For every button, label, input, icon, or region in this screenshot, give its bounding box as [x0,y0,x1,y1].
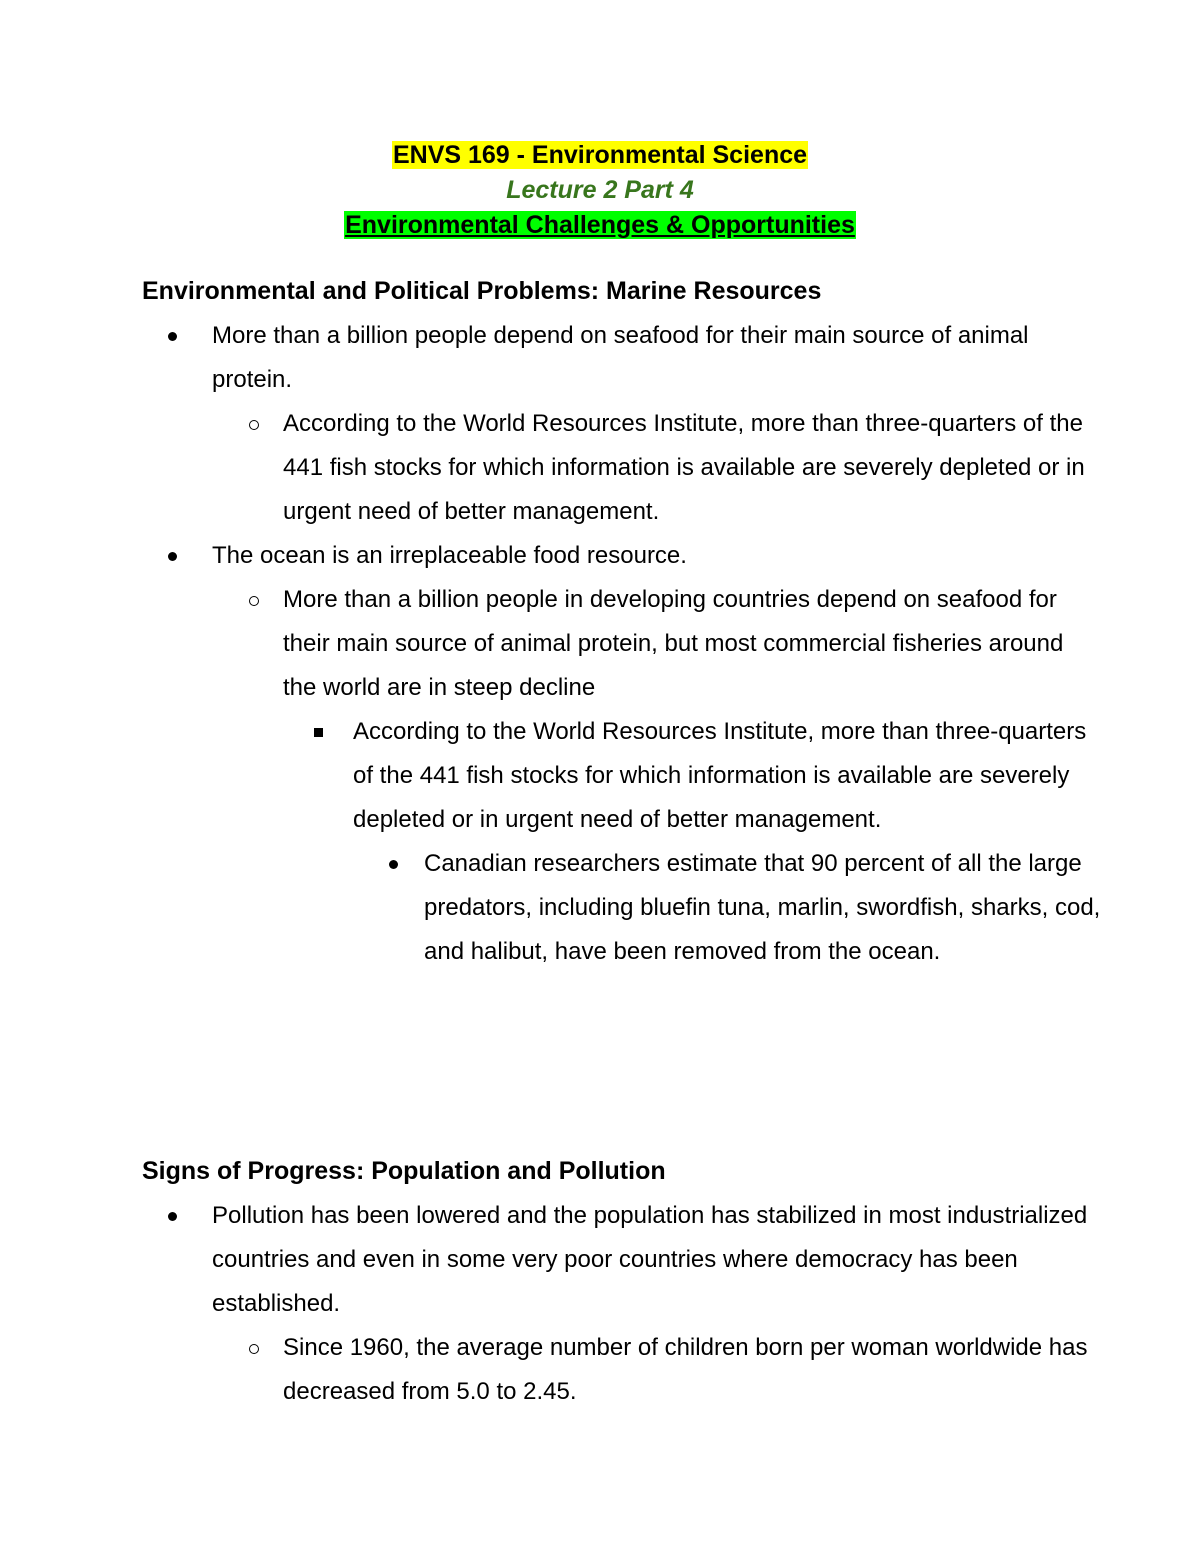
bullet-icon [168,314,188,358]
bullet-icon [168,534,188,578]
list-item: The ocean is an irreplaceable food resource. [142,534,1102,578]
list-item: Pollution has been lowered and the population has stabilized in most industrialized countries and even in some very poor countries where democracy has been established. [142,1194,1102,1326]
list-item: More than a billion people in developing countries depend on seafood for their main source of animal protein, but most commercial fisheries around the world are in steep decline [142,578,1102,710]
title-block [0,138,1200,243]
list-item: According to the World Resources Institute, more than three-quarters of the 441 fish stocks for which information is available are severely depleted or in urgent need of better management. [142,402,1102,534]
square-bullet-icon [314,710,334,754]
bullet-icon [168,1194,188,1238]
list-item: Since 1960, the average number of children born per woman worldwide has decreased from 5.0 to 2.45. [142,1326,1102,1414]
section-population-pollution [142,1149,1102,1414]
course-title: ENVS 169 - Environmental Science [392,141,808,169]
list-item: According to the World Resources Institute, more than three-quarters of the 441 fish stocks for which information is available are severely depleted or in urgent need of better management. [142,710,1102,842]
bullet-icon [389,842,409,886]
section-marine-resources [142,269,1102,974]
section-heading: Signs of Progress: Population and Pollution [142,1157,666,1185]
hollow-bullet-icon [249,1326,269,1370]
list-item: Canadian researchers estimate that 90 percent of all the large predators, including bluefin tuna, marlin, swordfish, sharks, cod, and halibut, have been removed from the ocean. [142,842,1102,974]
list-item: More than a billion people depend on seafood for their main source of animal protein. [142,314,1102,402]
hollow-bullet-icon [249,402,269,446]
lecture-subtitle: Lecture 2 Part 4 [506,176,694,204]
topic-title: Environmental Challenges & Opportunities [345,211,855,239]
hollow-bullet-icon [249,578,269,622]
section-heading: Environmental and Political Problems: Marine Resources [142,277,822,305]
